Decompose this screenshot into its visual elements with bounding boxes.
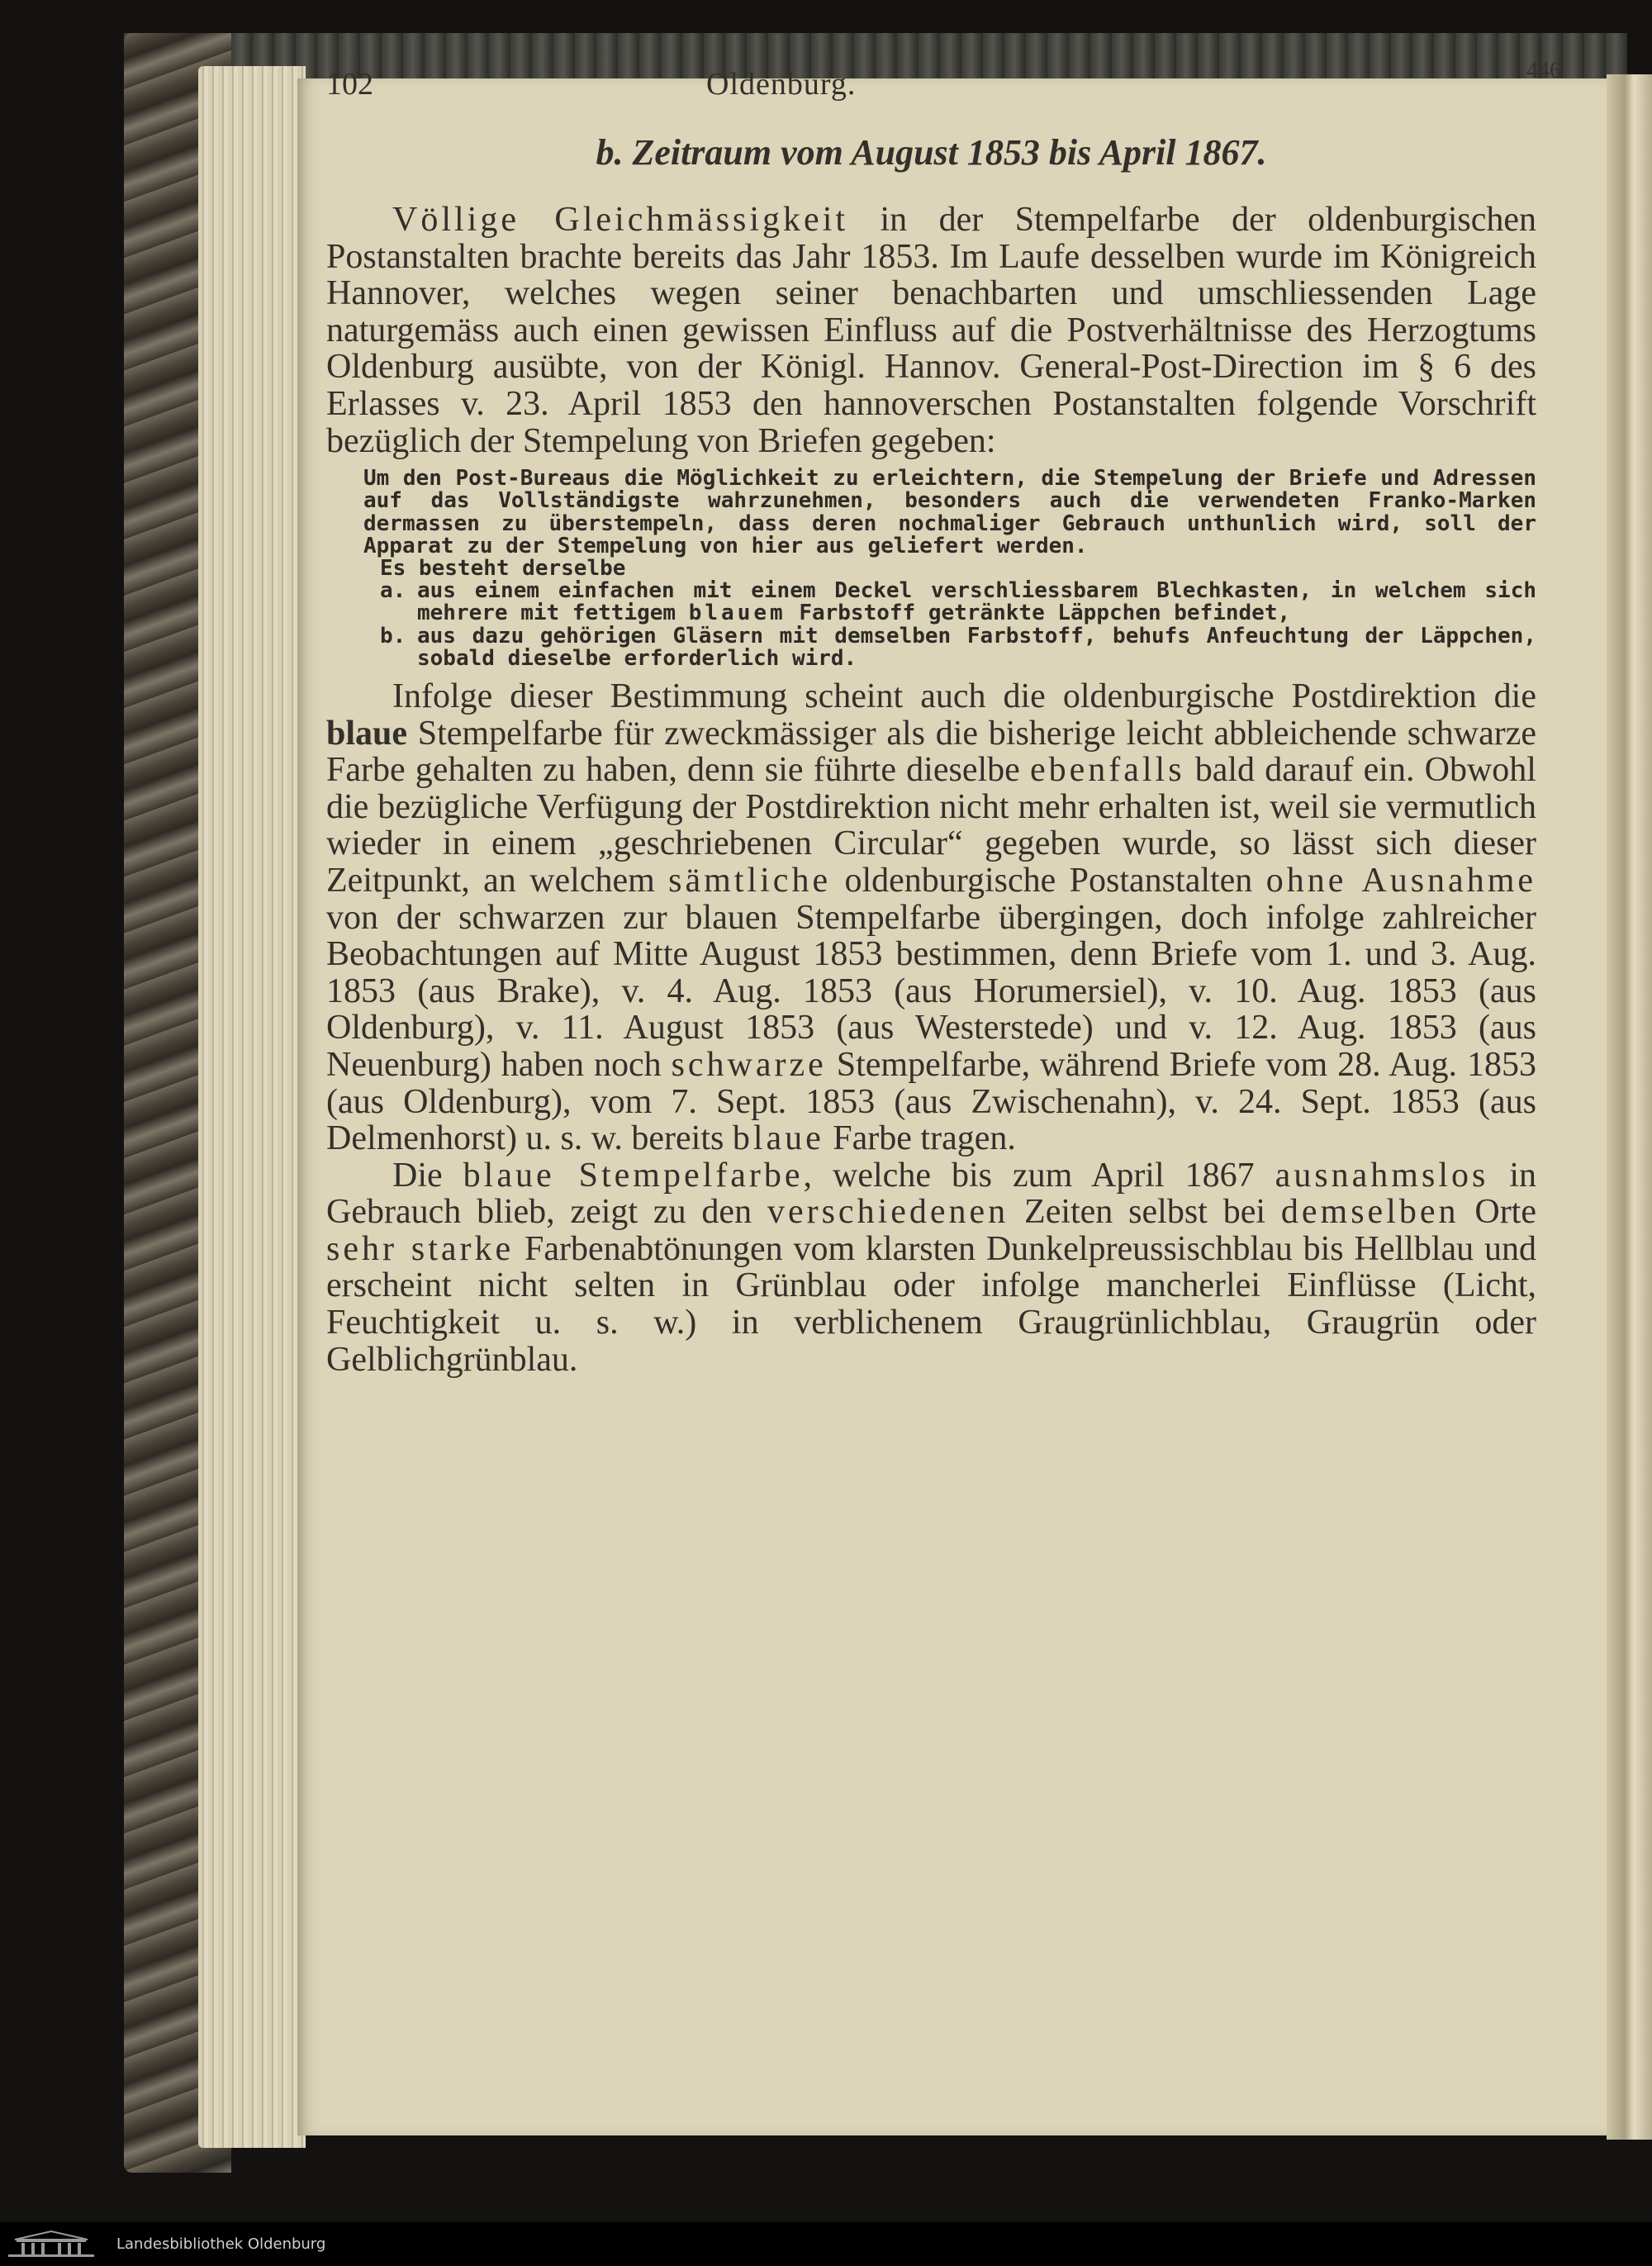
page-content [326,58,1561,1379]
paragraph-text: Infolge dieser Bestimmung scheint auch die oldenburgische Postdirektion die [392,677,1536,715]
spaced-emphasis: ohne Ausnahme [1265,861,1537,900]
paragraph-text: Farbe tragen. [824,1119,1016,1158]
spaced-emphasis: sehr starke [326,1229,515,1268]
spaced-emphasis: demselben [1280,1193,1460,1232]
spaced-emphasis: ausnahmslos [1275,1156,1489,1195]
paragraph-text: Stempelfarbe für zweckmässiger als die bisherige leicht abbleichende schwarze Farbe gehalten zu haben, denn sie führte dieselbe [326,714,1536,790]
paragraph-text: Stempelfarbe, während Briefe vom 28. Aug. 1853 (aus Oldenburg), vom 7. Sept. 1853 (aus Zwischenahn), v. 24. Sept. 1853 (aus Delmenhorst) u. s. w. bereits [326,1045,1536,1158]
list-item-text: aus dazu gehörigen Gläsern mit demselben Farbstoff, behufs Anfeuchtung der Läppchen, sobald dieselbe erforderlich wird. [417,623,1536,671]
running-head [326,58,1561,132]
library-building-icon [7,2230,96,2259]
paragraph-3 [326,1157,1536,1379]
paragraph-1 [326,202,1536,459]
paragraph-text: Zeiten selbst bei [1009,1193,1281,1232]
section-title: b. Zeitraum vom August 1853 bis April 1867. [596,132,1267,173]
spaced-emphasis: verschiedenen [767,1193,1009,1232]
spaced-emphasis: blauem [688,601,786,626]
paragraph-text: Farbenabtönungen vom klarsten Dunkelpreussischblau bis Hellblau und erscheint nicht selten in Grünblau oder infolge mancherlei Einflüsse (Licht, Feuchtigkeit u. s. w.) in verblichenem Graugrünlichblau, Graugrün oder Gelblichgrünblau. [326,1229,1536,1379]
list-marker: a. [380,578,406,604]
paragraph-text: Die [392,1156,463,1195]
facing-page-edge [1607,74,1652,2140]
quote-text: Um den Post-Bureaus die Möglichkeit zu erleichtern, die Stempelung der Briefe und Adressen auf das Vollständigste wahrzunehmen, besonders auch die verwendeten Franko-Marken dermassen zu überstempeln, dass deren nochmaliger Gebrauch unthunlich wird, soll der Apparat zu der Stempelung von hier aus geliefert werden. [363,466,1536,558]
quote-intro: Es besteht derselbe [380,555,626,581]
spaced-emphasis: sämtliche [668,861,832,900]
paragraph-text: , welche bis zum April 1867 [803,1156,1275,1195]
bold-emphasis: blaue [326,714,408,753]
paragraph-text: in der Stempelfarbe der oldenburgischen Postanstalten brachte bereits das Jahr 1853. Im Laufe desselben wurde im Königreich Hannover, welches wegen seiner benachbarten und umschliessenden Lage naturgemäss auch einen gewissen Einfluss auf die Postverhältnisse des Herzogtums Oldenburg ausübte, von der Königl. Hannov. General-Post-Direction im § 6 des Erlasses v. 23. April 1853 den hannoverschen Postanstalten folgende Vorschrift bezüglich der Stempelung von Briefen gegeben: [326,201,1536,460]
paragraph-2 [326,678,1536,1157]
spaced-emphasis: blaue Stempelfarbe [463,1156,804,1195]
spaced-emphasis: Völlige Gleichmässigkeit [392,201,849,239]
paragraph-text: bald darauf ein. Obwohl die bezügliche Verfügung der Postdirektion nicht mehr erhalten ist, weil sie vermutlich wieder in einem „geschriebenen Circular“ gegeben wurde, so lässt sich dieser Zeitpunkt, an welchem [326,751,1536,900]
spaced-emphasis: blaue [732,1119,824,1158]
paragraph-text: in Gebrauch blieb, zeigt zu den [326,1156,1537,1232]
list-item-a [363,580,1536,625]
list-item-text [417,580,1536,625]
paragraph-text: oldenburgische Postanstalten [831,861,1266,900]
paragraph-text: Orte [1459,1193,1536,1232]
folio-number: 446 [1526,58,1561,83]
running-title: Oldenburg. [706,67,857,102]
quoted-regulation [326,468,1536,670]
paragraph-text: von der schwarzen zur blauen Stempelfarbe übergingen, doch infolge zahlreicher Beobachtungen auf Mitte August 1853 bestimmen, denn Briefe vom 1. und 3. Aug. 1853 (aus Brake), v. 4. Aug. 1853 (aus Horumersiel), v. 10. Aug. 1853 (aus Oldenburg), v. 11. August 1853 (aus Westerstede) und v. 12. Aug. 1853 (aus Neuenburg) haben noch [326,898,1536,1084]
list-marker: b. [380,623,406,648]
spaced-emphasis: ebenfalls [1029,751,1185,790]
page-edges [198,66,306,2148]
list-item-text-part: aus einem einfachen mit einem Deckel verschliessbarem Blechkasten, in welchem sich mehrere mit fettigem [417,578,1536,626]
list-item-text-part: Farbstoff getränkte Läppchen befindet, [799,601,1291,626]
page-number: 102 [326,67,373,102]
list-item-b [363,625,1536,670]
library-footer [0,2222,1652,2266]
library-name: Landesbibliothek Oldenburg [116,2235,326,2253]
spaced-emphasis: schwarze [671,1045,827,1084]
